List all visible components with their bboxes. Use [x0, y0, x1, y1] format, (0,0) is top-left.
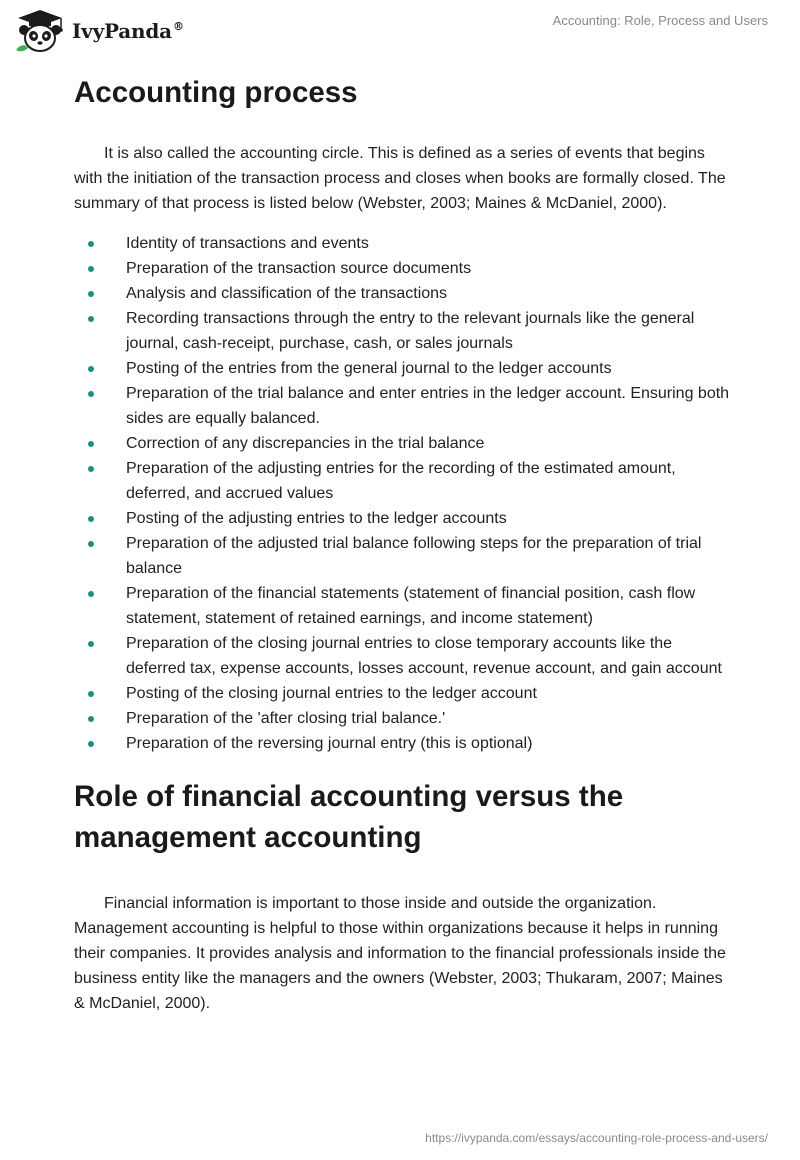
- list-item: Preparation of the transaction source documents: [74, 256, 734, 281]
- bullet-icon: [88, 441, 94, 447]
- bullet-icon: [88, 391, 94, 397]
- bullet-icon: [88, 541, 94, 547]
- list-item: Analysis and classification of the transactions: [74, 281, 734, 306]
- list-item: Posting of the closing journal entries to the ledger account: [74, 681, 734, 706]
- bullet-icon: [88, 641, 94, 647]
- section-paragraph: It is also called the accounting circle. This is defined as a series of events that begins with the initiation of the transaction process and closes when books are formally closed. The summary of that process is listed below (Webster, 2003; Maines & McDaniel, 2000).: [74, 145, 726, 212]
- list-item: Preparation of the trial balance and enter entries in the ledger account. Ensuring both sides are equally balanced.: [74, 381, 734, 431]
- list-item: Preparation of the adjusting entries for the recording of the estimated amount, deferred, and accrued values: [74, 456, 734, 506]
- brand-logo[interactable]: [14, 8, 184, 54]
- bullet-icon: [88, 266, 94, 272]
- list-item: Preparation of the adjusted trial balance following steps for the preparation of trial balance: [74, 531, 734, 581]
- list-item: Recording transactions through the entry to the relevant journals like the general journal, cash-receipt, purchase, cash, or sales journals: [74, 306, 734, 356]
- bullet-icon: [88, 316, 94, 322]
- accounting-steps-list: [74, 231, 734, 756]
- article-content: [74, 66, 734, 1016]
- source-url[interactable]: https://ivypanda.com/essays/accounting-role-process-and-users/: [425, 1131, 768, 1145]
- bullet-icon: [88, 691, 94, 697]
- document-title: Accounting: Role, Process and Users: [552, 13, 768, 28]
- bullet-icon: [88, 291, 94, 297]
- bullet-icon: [88, 516, 94, 522]
- bullet-icon: [88, 466, 94, 472]
- section-heading-role-of-financial-accounting: Role of financial accounting versus the management accounting: [74, 780, 624, 854]
- section-paragraph: Financial information is important to those inside and outside the organization. Management accounting is helpful to those within organizations because it helps in running their companies. It provides analysis and information to the financial professionals inside the business entity like the managers and the owners (Webster, 2003; Thukaram, 2007; Maines & McDaniel, 2000).: [74, 895, 726, 1012]
- bullet-icon: [88, 716, 94, 722]
- page-header: [0, 0, 800, 60]
- list-item: Posting of the adjusting entries to the ledger accounts: [74, 506, 734, 531]
- list-item: Identity of transactions and events: [74, 231, 734, 256]
- bullet-icon: [88, 591, 94, 597]
- panda-graduation-cap-icon: [14, 8, 66, 54]
- list-item: Preparation of the 'after closing trial balance.': [74, 706, 734, 731]
- list-item: Correction of any discrepancies in the trial balance: [74, 431, 734, 456]
- list-item: Preparation of the closing journal entries to close temporary accounts like the deferred tax, expense accounts, losses account, revenue account, and gain account: [74, 631, 734, 681]
- bullet-icon: [88, 741, 94, 747]
- section-heading-accounting-process: Accounting process: [74, 76, 358, 109]
- bullet-icon: [88, 366, 94, 372]
- bullet-icon: [88, 241, 94, 247]
- list-item: Preparation of the financial statements (statement of financial position, cash flow statement, statement of retained earnings, and income statement): [74, 581, 734, 631]
- registered-mark: ®: [172, 20, 184, 34]
- list-item: Preparation of the reversing journal entry (this is optional): [74, 731, 734, 756]
- brand-name: IvyPanda®: [72, 19, 184, 43]
- list-item: Posting of the entries from the general journal to the ledger accounts: [74, 356, 734, 381]
